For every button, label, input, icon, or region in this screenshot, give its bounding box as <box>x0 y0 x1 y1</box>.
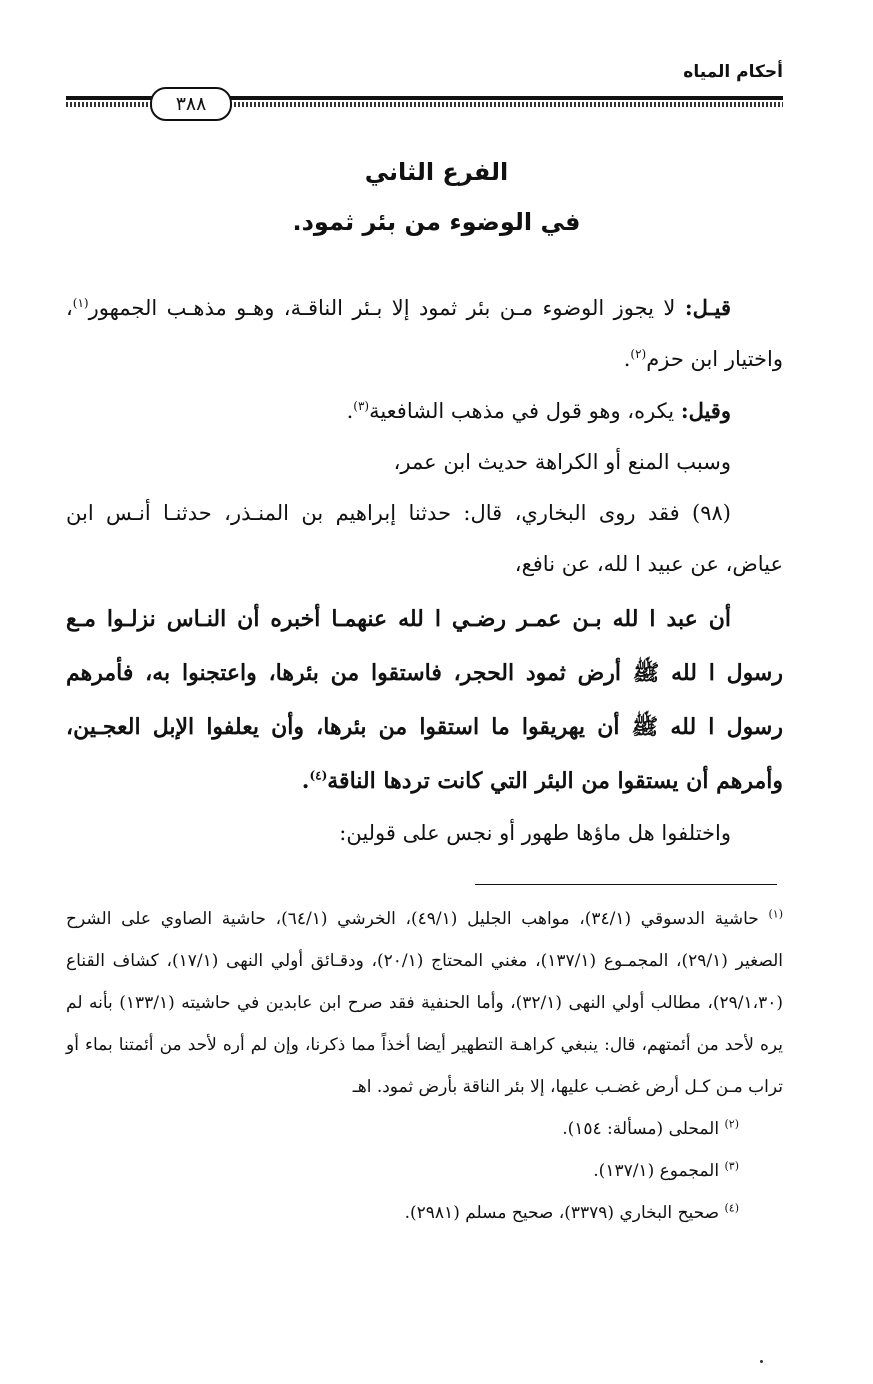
footnote-4-text: صحيح البخاري (٣٣٧٩)، صحيح مسلم (٢٩٨١). <box>404 1203 720 1223</box>
paragraph-isnad: (٩٨) فقد روى البخاري، قال: حدثنا إبراهيم بن المنـذر، حدثنـا أنـس ابن عياض، عن عبيد ا لله، عن نافع، <box>66 501 783 576</box>
section-heading: الفرع الثاني <box>364 158 509 186</box>
footnote-ref-3: (٣) <box>353 399 370 413</box>
footnote-ref-4: (٤) <box>309 768 328 783</box>
page-number: ٣٨٨ <box>175 93 207 115</box>
opinion-1-text: لا يجوز الوضوء مـن بئر ثمود إلا بـئر الناقـة، وهـو مذهـب الجمهور <box>88 296 676 320</box>
body-text <box>66 282 783 859</box>
paragraph-hadith <box>66 592 783 808</box>
subject-heading: في الوضوء من بئر ثمود. <box>292 208 581 236</box>
footnote-2-text: المحلى (مسألة: ١٥٤). <box>562 1119 720 1139</box>
paragraph-opinion-2 <box>66 385 783 437</box>
paragraph-reason: وسبب المنع أو الكراهة حديث ابن عمر، <box>393 450 731 474</box>
footnote-1-marker: (١) <box>768 907 784 921</box>
footnotes <box>66 898 783 1234</box>
footnote-2 <box>66 1108 783 1150</box>
footnote-4 <box>66 1192 783 1234</box>
footnote-ref-1: (١) <box>72 296 89 310</box>
opinion-2-lead: وقيل: <box>680 398 731 423</box>
paragraph-disagreement: واختلفوا هل ماؤها طهور أو نجس على قولين: <box>339 821 731 845</box>
footnote-1-text: حاشية الدسوقي (٣٤/١)، مواهب الجليل (٤٩/١)، الخرشي (٦٤/١)، حاشية الصاوي على الشرح الصغير (٢٩/١)، المجمـوع (١٣٧/١)، مغني المحتاج (٢٠/١)، ودقـائق أولي النهى (١٧/١)، كشاف القناع (٢٩/١،٣٠)، مطالب أولي النهى (٣٢/١)، وأما الحنفية فقد صرح ابن عابدين في حاشيته (١٣٣/١) بأنه لم يره لأحد من أئمتهم، قال: ينبغي كراهـة التطهير أيضا أخذاً مما ذكرنا، وإن لم أره لأحد من أئمتنا بماء أو تراب مـن كـل أرض غضـب عليها، إلا بئر الناقة بأرض ثمود. اهـ <box>66 909 783 1097</box>
opinion-2-text: يكره، وهو قول في مذهب الشافعية <box>369 399 675 423</box>
footnote-3 <box>66 1150 783 1192</box>
footnote-separator <box>475 884 777 885</box>
scan-speck <box>760 1360 763 1363</box>
paragraph-opinion-1 <box>66 282 783 385</box>
opinion-1-mid: ، واختيار ابن حزم <box>66 296 783 371</box>
opinion-2-end: . <box>346 399 354 423</box>
running-title: أحكام المياه <box>683 62 783 82</box>
page-number-badge <box>150 87 232 121</box>
opinion-1-end: . <box>623 347 631 371</box>
footnote-2-marker: (٢) <box>724 1117 739 1131</box>
footnote-3-marker: (٣) <box>724 1159 739 1173</box>
footnote-3-text: المجموع (١٣٧/١). <box>593 1161 720 1181</box>
opinion-1-lead: قيـل: <box>684 295 731 320</box>
footnote-ref-2: (٢) <box>630 347 647 361</box>
hadith-text: أن عبد ا لله بـن عمـر رضـي ا لله عنهمـا أخبره أن النـاس نزلـوا مـع رسول ا لله ﷺ أرض ثمود الحجر، فاستقوا من بئرها، واعتجنوا به، فأمرهم رسول ا لله ﷺ أن يهريقوا ما استقوا من بئرها، وأن يعلفوا الإبل العجـين، وأمرهم أن يستقوا من البئر التي كانت تردها الناقة <box>66 606 783 794</box>
footnote-1 <box>66 898 783 1108</box>
hadith-end: . <box>301 768 310 794</box>
footnote-4-marker: (٤) <box>724 1201 739 1215</box>
